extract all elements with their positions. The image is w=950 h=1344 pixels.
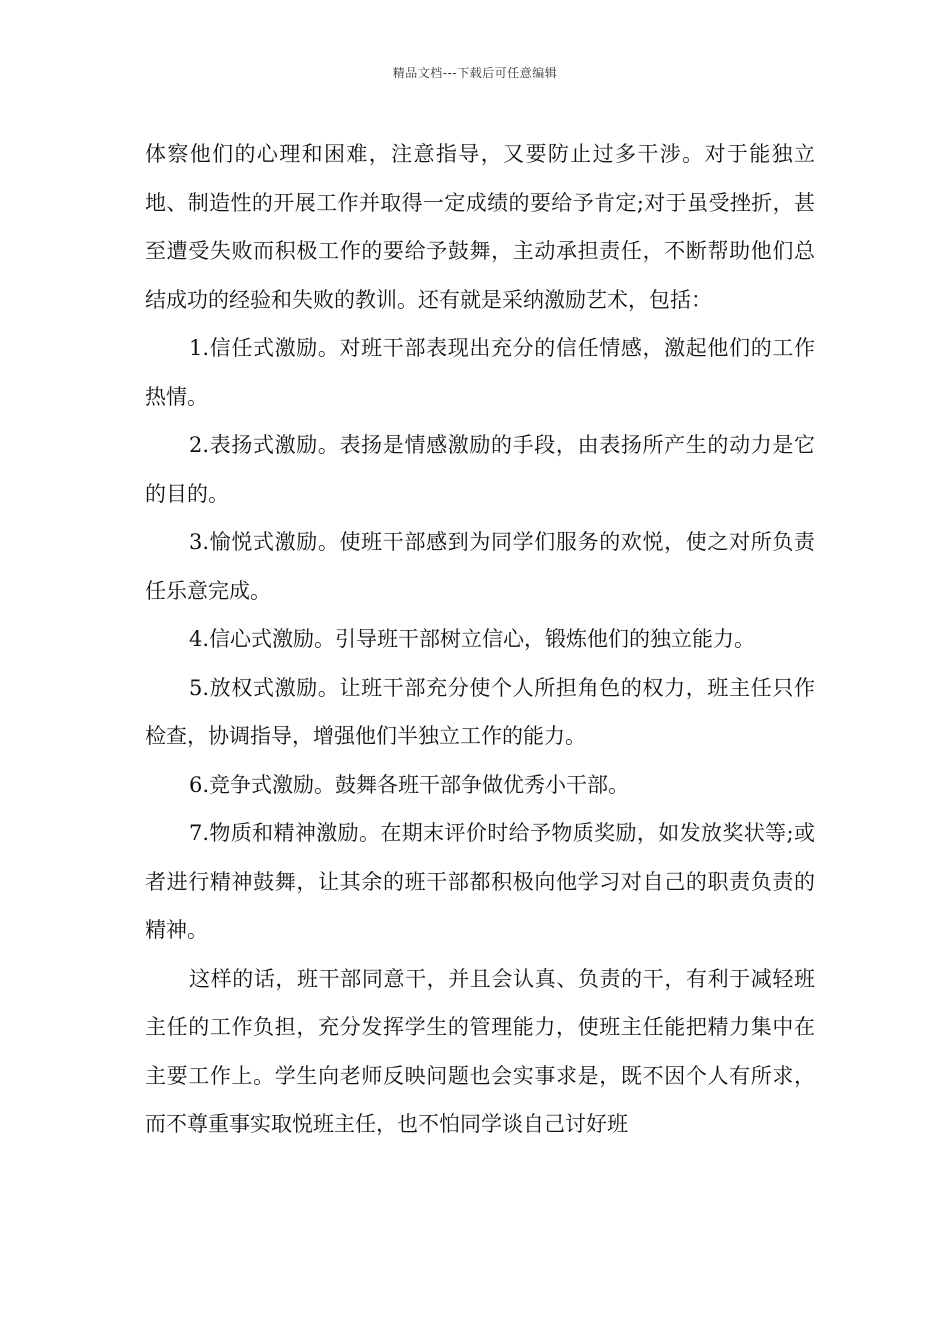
paragraph-2: 1.信任式激励。对班干部表现出充分的信任情感，激起他们的工作热情。: [145, 336, 815, 409]
paragraph-4: 3.愉悦式激励。使班干部感到为同学们服务的欢悦，使之对所负责任乐意完成。: [145, 530, 815, 603]
paragraph-7: 6.竞争式激励。鼓舞各班干部争做优秀小干部。: [189, 772, 630, 797]
page-header: 精品文档---下载后可任意编辑: [392, 66, 558, 80]
paragraph-3: 2.表扬式激励。表扬是情感激励的手段，由表扬所产生的动力是它的目的。: [145, 433, 815, 506]
document-body: [145, 130, 815, 1149]
paragraph-5: 4.信心式激励。引导班干部树立信心，锻炼他们的独立能力。: [189, 627, 756, 651]
paragraph-1: 体察他们的心理和困难，注意指导，又要防止过多干涉。对于能独立地、制造性的开展工作并取得一定成绩的要给予肯定;对于虽受挫折，甚至遭受失败而积极工作的要给予鼓舞，主动承担责任，不断帮助他们总结成功的经验和失败的教训。还有就是采纳激励艺术，包括：: [145, 142, 815, 312]
paragraph-9: 这样的话，班干部同意干，并且会认真、负责的干，有利于减轻班主任的工作负担，充分发挥学生的管理能力，使班主任能把精力集中在主要工作上。学生向老师反映问题也会实事求是，既不因个人有所求，而不尊重事实取悦班主任，也不怕同学谈自己讨好班: [145, 966, 815, 1136]
paragraph-8: 7.物质和精神激励。在期末评价时给予物质奖励，如发放奖状等;或者进行精神鼓舞，让其余的班干部都积极向他学习对自己的职责负责的精神。: [145, 821, 815, 942]
paragraph-6: 5.放权式激励。让班干部充分使个人所担角色的权力，班主任只作检查，协调指导，增强他们半独立工作的能力。: [145, 675, 815, 748]
